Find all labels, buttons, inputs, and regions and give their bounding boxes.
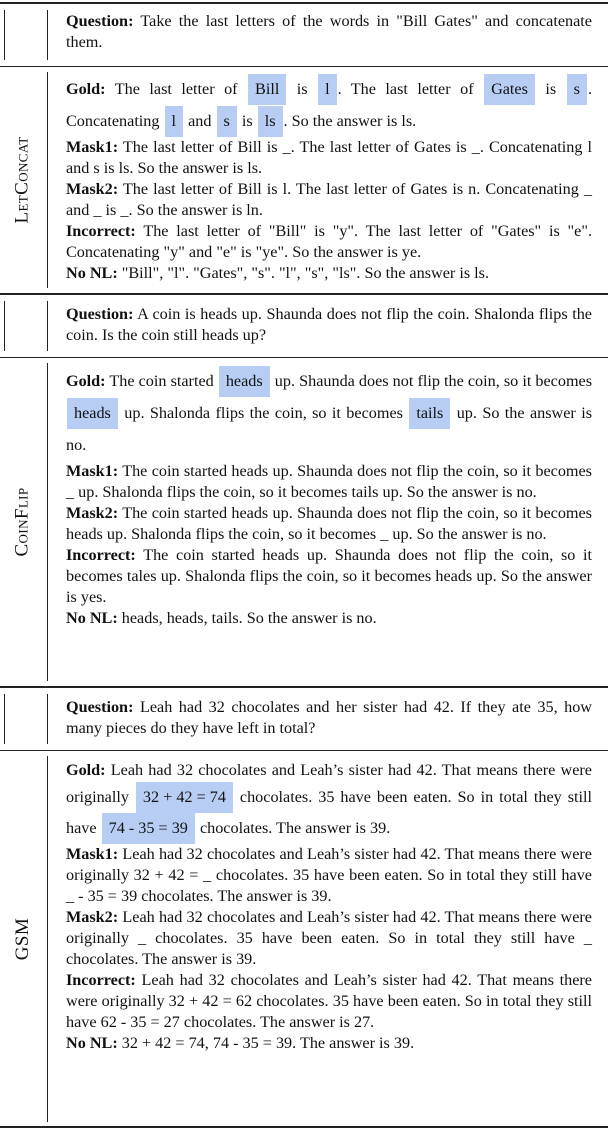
section-label-coinflip: CoinFlip <box>12 487 34 557</box>
bottom-rule <box>0 1126 608 1128</box>
vbar-1a <box>47 10 48 60</box>
coinflip-body <box>66 365 592 629</box>
letconcat-body <box>66 73 592 284</box>
letconcat-question: Question: Take the last letters of the words in "Bill Gates" and concatenate them. <box>66 12 592 51</box>
highlight: heads <box>219 366 270 397</box>
highlight: tails <box>409 398 450 429</box>
rule-section-1 <box>0 293 608 295</box>
rule-gsm-q <box>0 750 608 751</box>
vbar-3b <box>47 756 48 1122</box>
rule-letconcat-q <box>0 66 608 67</box>
letconcat-gold: Gold: The last letter of Bill is l . The last letter of Gates is s . Concatenating l and s is ls . So the answer is ls. <box>66 73 592 137</box>
tick-1 <box>4 10 5 60</box>
gsm-nonl: No NL: 32 + 42 = 74, 74 - 35 = 39. The answer is 39. <box>66 1034 415 1052</box>
rule-coinflip-q <box>0 357 608 358</box>
gsm-body <box>66 758 592 1054</box>
highlight: 32 + 42 = 74 <box>136 782 233 813</box>
coinflip-gold: Gold: The coin started heads up. Shaunda does not flip the coin, so it becomes heads up. Shalonda flips the coin, so it becomes tails up. So the answer is no. <box>66 365 592 461</box>
tick-2 <box>4 301 5 351</box>
highlight: s <box>567 74 587 105</box>
vbar-2a <box>47 301 48 351</box>
letconcat-incorrect: Incorrect: The last letter of "Bill" is "y". The last letter of "Gates" is "e". Concatenating "y" and "e" is "ye". So the answer is ye. <box>66 222 592 261</box>
gsm-gold: Gold: Leah had 32 chocolates and Leah’s sister had 42. That means there were originally 32 + 42 = 74 chocolates. 35 have been eaten. So in total they still have 74 - 35 = 39 chocolates. The answer is 39. <box>66 758 592 844</box>
letconcat-nonl: No NL: "Bill", "l". "Gates", "s". "l", "s", "ls". So the answer is ls. <box>66 264 490 282</box>
highlight: l <box>318 74 337 105</box>
gsm-mask2: Mask2: Leah had 32 chocolates and Leah’s sister had 42. That means there were originally _ chocolates. 35 have been eaten. So in total they still have _ chocolates. The answer is 39. <box>66 908 592 968</box>
tick-3 <box>4 694 5 744</box>
section-label-gsm: GSM <box>11 917 33 961</box>
top-rule <box>0 2 608 4</box>
highlight: ls <box>258 106 283 137</box>
section-label-letconcat: LetConcat <box>12 136 34 224</box>
highlight: l <box>165 106 184 137</box>
letconcat-mask2: Mask2: The last letter of Bill is l. The last letter of Gates is n. Concatenating _ and _ is _. So the answer is ln. <box>66 180 592 219</box>
highlight: s <box>217 106 237 137</box>
gsm-mask1: Mask1: Leah had 32 chocolates and Leah’s sister had 42. That means there were originally 32 + 42 = _ chocolates. 35 have been eaten. So in total they still have _ - 35 = 39 chocolates. The answer is 39. <box>66 845 592 905</box>
vbar-1b <box>47 72 48 288</box>
gsm-question: Question: Leah had 32 chocolates and her sister had 42. If they ate 35, how many pieces do they have left in total? <box>66 698 592 737</box>
vbar-3a <box>47 694 48 744</box>
coinflip-question: Question: A coin is heads up. Shaunda does not flip the coin. Shalonda flips the coin. Is the coin still heads up? <box>66 305 592 344</box>
gsm-incorrect: Incorrect: Leah had 32 chocolates and Leah’s sister had 42. That means there were originally 32 + 42 = 62 chocolates. 35 have been eaten. So in total they still have 62 - 35 = 27 chocolates. The answer is 27. <box>66 971 592 1031</box>
coinflip-mask2: Mask2: The coin started heads up. Shaunda does not flip the coin, so it becomes heads up. Shalonda flips the coin, so it becomes _ up. So the answer is no. <box>66 504 592 543</box>
vbar-2b <box>47 363 48 681</box>
highlight: Bill <box>248 74 286 105</box>
highlight: heads <box>67 398 118 429</box>
highlight: 74 - 35 = 39 <box>102 813 195 844</box>
coinflip-incorrect: Incorrect: The coin started heads up. Shaunda does not flip the coin, so it becomes tales up. Shalonda flips the coin, so it becomes heads up. So the answer is yes. <box>66 546 592 606</box>
coinflip-nonl: No NL: heads, heads, tails. So the answer is no. <box>66 609 377 627</box>
coinflip-mask1: Mask1: The coin started heads up. Shaunda does not flip the coin, so it becomes _ up. Shalonda flips the coin, so it becomes tails up. So the answer is no. <box>66 462 592 501</box>
rule-section-2 <box>0 686 608 688</box>
letconcat-mask1: Mask1: The last letter of Bill is _. The last letter of Gates is _. Concatenating l and s is ls. So the answer is ls. <box>66 138 592 177</box>
highlight: Gates <box>484 74 535 105</box>
